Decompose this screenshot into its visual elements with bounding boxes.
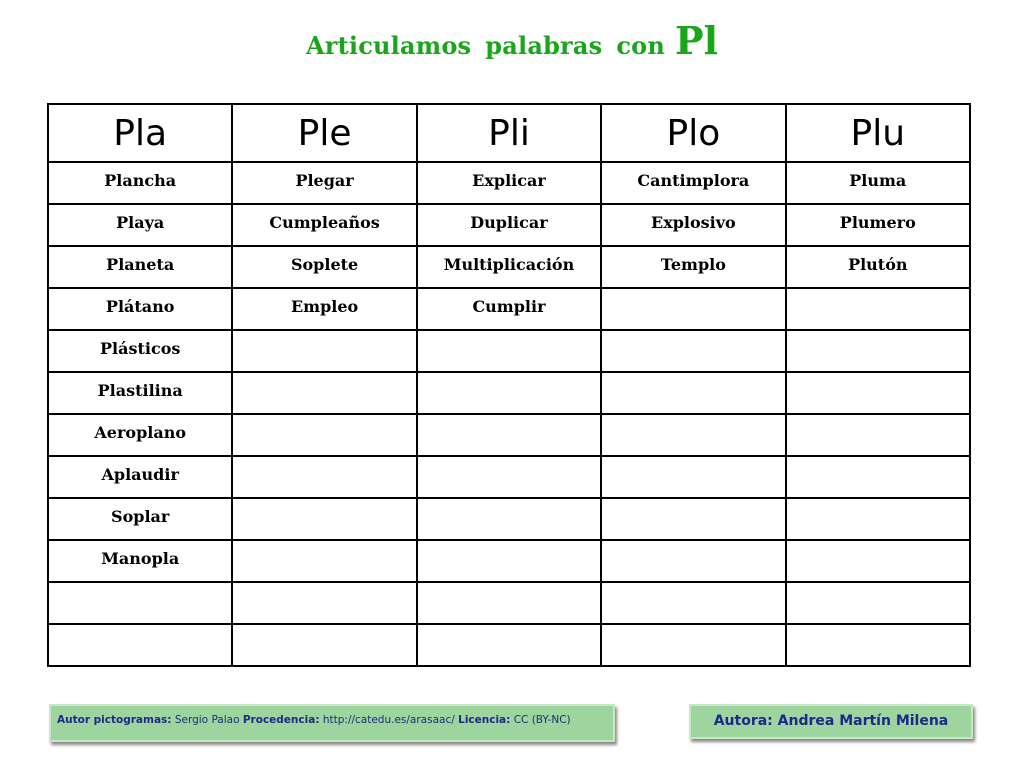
table-cell: [786, 456, 970, 498]
table-cell: [232, 582, 416, 624]
table-cell: [232, 456, 416, 498]
credit-link[interactable]: http://catedu.es/arasaac/: [322, 714, 455, 726]
table-cell: [48, 582, 232, 624]
title-word: Articulamos: [305, 31, 472, 60]
table-cell: Plutón: [786, 246, 970, 288]
title-word: con: [616, 31, 666, 60]
table-cell: Soplar: [48, 498, 232, 540]
table-header-row: [48, 104, 970, 162]
title-word: palabras: [485, 31, 603, 60]
table-cell: Plásticos: [48, 330, 232, 372]
credit-value: CC (BY-NC): [513, 714, 571, 726]
table-cell: [786, 288, 970, 330]
table-cell: Plumero: [786, 204, 970, 246]
table-cell: [417, 372, 601, 414]
credit-label: Licencia:: [458, 714, 511, 726]
table-cell: [601, 288, 785, 330]
credits-box: [49, 704, 615, 742]
table-cell: [786, 414, 970, 456]
table-cell: [417, 540, 601, 582]
table-cell: [232, 330, 416, 372]
title-highlight: Pl: [675, 18, 719, 63]
table-cell: [786, 330, 970, 372]
table-row: [48, 456, 970, 498]
table-row: [48, 498, 970, 540]
page-title: [0, 18, 1024, 63]
column-header: Pla: [48, 104, 232, 162]
table-cell: Cumpleaños: [232, 204, 416, 246]
author-name: Autora: Andrea Martín Milena: [713, 713, 949, 729]
table-row: [48, 204, 970, 246]
table-cell: [786, 498, 970, 540]
table-cell: Multiplicación: [417, 246, 601, 288]
table-cell: [786, 540, 970, 582]
table-cell: [417, 624, 601, 666]
table-cell: Explicar: [417, 162, 601, 204]
table-cell: [232, 540, 416, 582]
table-cell: [601, 414, 785, 456]
table-cell: [417, 582, 601, 624]
credit-value: Sergio Palao: [174, 714, 240, 726]
table-cell: [417, 498, 601, 540]
table-row: [48, 624, 970, 666]
table-row: [48, 372, 970, 414]
table-cell: [601, 582, 785, 624]
table-cell: [786, 582, 970, 624]
table-cell: [417, 330, 601, 372]
table-cell: Aeroplano: [48, 414, 232, 456]
table-body: [48, 162, 970, 666]
table-cell: Duplicar: [417, 204, 601, 246]
table-cell: [232, 414, 416, 456]
credit-label: Procedencia:: [242, 714, 320, 726]
table-cell: [601, 498, 785, 540]
table-cell: Aplaudir: [48, 456, 232, 498]
table-cell: Cumplir: [417, 288, 601, 330]
table-cell: Plátano: [48, 288, 232, 330]
syllable-table: [47, 103, 971, 667]
table-cell: [601, 540, 785, 582]
table-row: [48, 288, 970, 330]
table-cell: [601, 372, 785, 414]
table-cell: [48, 624, 232, 666]
table-row: [48, 246, 970, 288]
table-cell: Manopla: [48, 540, 232, 582]
table-cell: Playa: [48, 204, 232, 246]
table-cell: Plancha: [48, 162, 232, 204]
table-cell: Templo: [601, 246, 785, 288]
column-header: Plo: [601, 104, 785, 162]
table-cell: [601, 624, 785, 666]
table-cell: [786, 624, 970, 666]
column-header: Ple: [232, 104, 416, 162]
table-cell: [232, 498, 416, 540]
table-row: [48, 540, 970, 582]
table-row: [48, 162, 970, 204]
table-cell: [232, 624, 416, 666]
table-cell: [601, 330, 785, 372]
table-cell: [417, 456, 601, 498]
table-cell: Empleo: [232, 288, 416, 330]
table-cell: Soplete: [232, 246, 416, 288]
table-cell: Explosivo: [601, 204, 785, 246]
table-cell: Cantimplora: [601, 162, 785, 204]
credit-label: Autor pictogramas:: [57, 714, 172, 726]
table-cell: Plastilina: [48, 372, 232, 414]
table-row: [48, 330, 970, 372]
table-row: [48, 414, 970, 456]
table-cell: Pluma: [786, 162, 970, 204]
column-header: Plu: [786, 104, 970, 162]
column-header: Pli: [417, 104, 601, 162]
table-cell: [232, 372, 416, 414]
table-cell: [417, 414, 601, 456]
table-cell: [601, 456, 785, 498]
table-cell: [786, 372, 970, 414]
table-cell: Planeta: [48, 246, 232, 288]
table-row: [48, 582, 970, 624]
table-cell: Plegar: [232, 162, 416, 204]
author-box: [689, 704, 973, 739]
